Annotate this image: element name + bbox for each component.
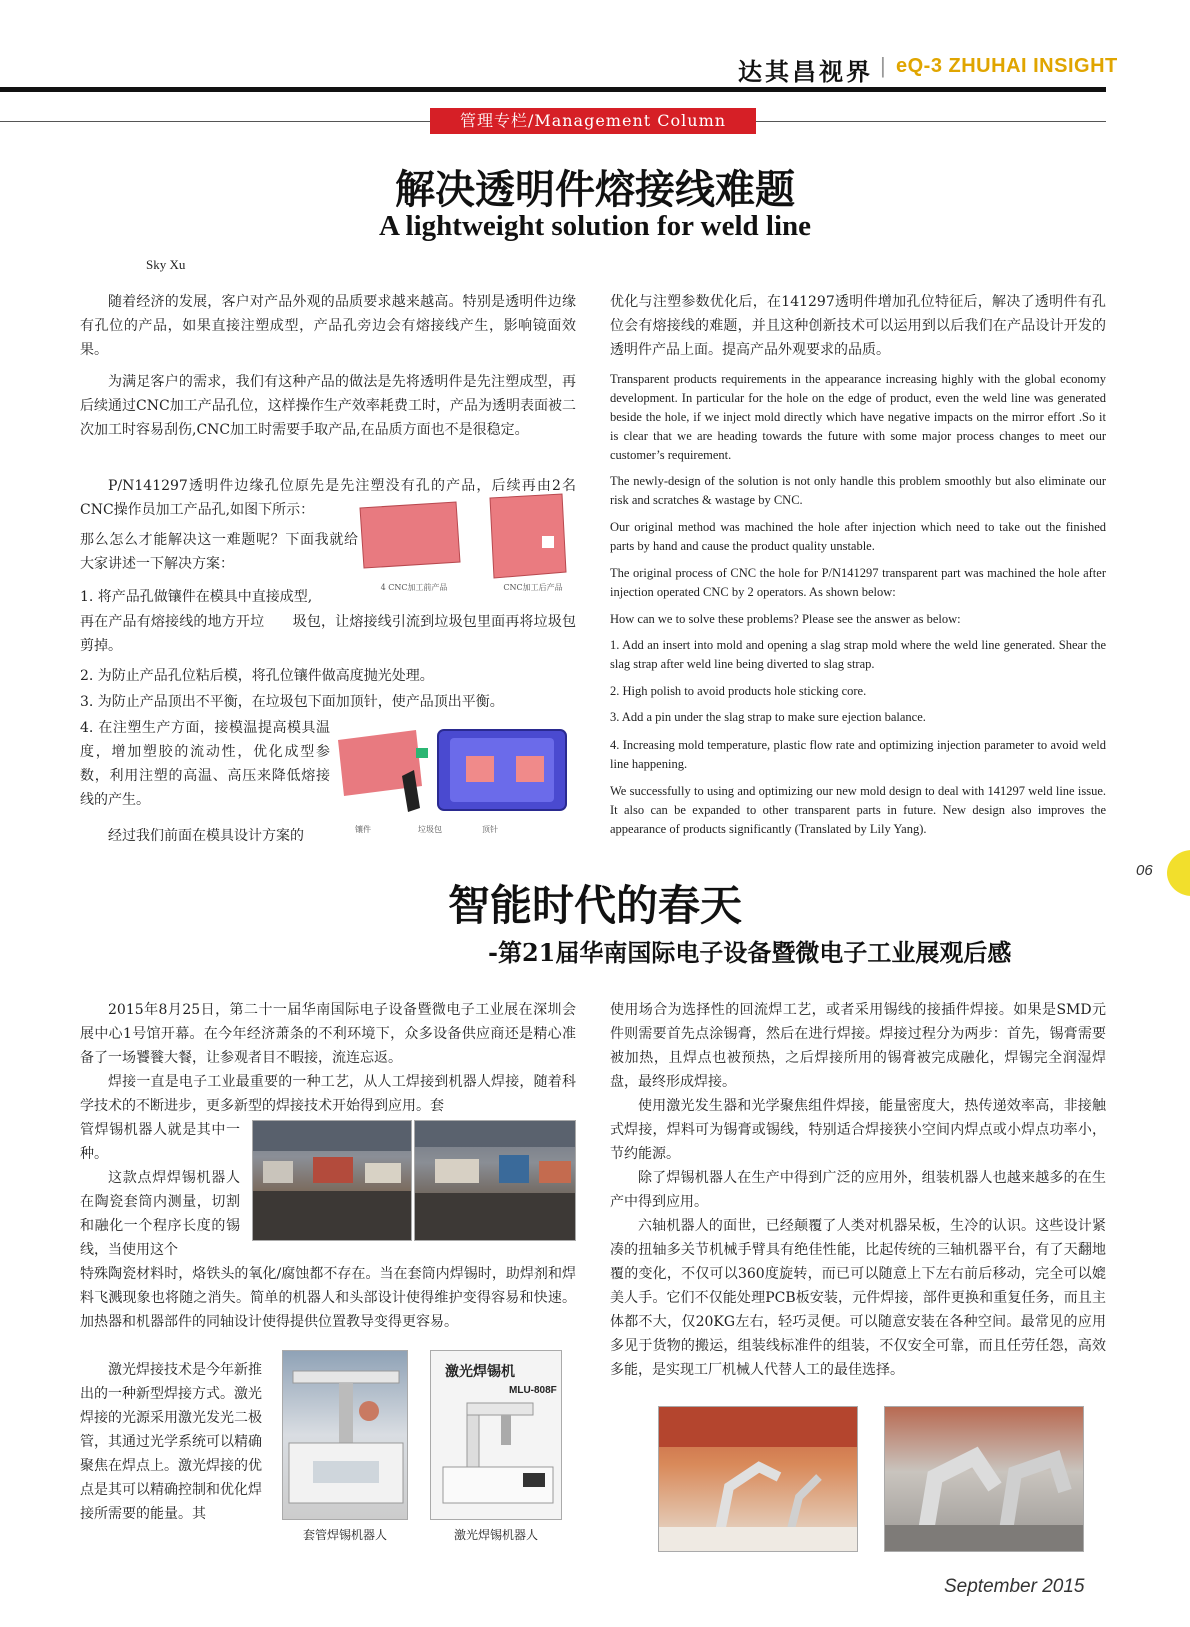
- header-rule: [0, 87, 1106, 92]
- six-axis-robot-photo-2: [884, 1406, 1084, 1552]
- exhibition-hall-photo-1: [252, 1120, 412, 1241]
- laser-soldering-robot-photo: [430, 1350, 562, 1520]
- article2-right-para-4: 六轴机器人的面世，已经颠覆了人类对机器呆板，生冷的认识。这些设计紧凑的扭轴多关节机械手臂具有绝佳性能，比起传统的三轴机器平台，有了天翻地覆的变化，不仅可以360度旋转，而已可以随意上下左右前后移动，完全可以媲美人手。它们不仅能处理PCB板安装，元件焊接，部件更换和重复任务，而且主体都不大，仅20KG左右，轻巧灵便。可以随意安装在各种空间。最常见的应用多见于货物的搬运，组装线标准件的组装，不仅安全可靠，而且任劳任怨，高效多能，是实现工厂机械人代替人工的最佳选择。: [610, 1218, 1106, 1378]
- article1-en-para-1: Transparent products requirements in the appearance increasing highly with the global economy development. In particular for the hole on the edge of product, even the weld line was generated beside the hole, if we inject mold directly which have negative impacts on the mirror effort .So it is clear that we are heading towards the future with some major process changes to meet our customer’s requirement.: [610, 372, 1106, 462]
- article2-left-para-2: 焊接一直是电子工业最重要的一种工艺，从人工焊接到机器人焊接，随着科学技术的不断进步，更多新型的焊接技术开始得到应用。套: [80, 1074, 576, 1114]
- column-tag: 管理专栏/Management Column: [430, 108, 756, 134]
- laser-robot-brand: 激光焊锡机: [445, 1364, 515, 1380]
- article2-left-para-4: 这款点焊焊锡机器人在陶瓷套筒内测量，切割和融化一个程序长度的锡线，当使用这个: [80, 1170, 240, 1258]
- part-after-cnc-image: [488, 492, 568, 582]
- header-separator: |: [880, 53, 886, 78]
- article2-subtitle: -第21届华南国际电子设备暨微电子工业展观后感: [488, 938, 1012, 967]
- mold-label-insert: 镶件: [355, 825, 371, 834]
- article2-left-para-6: 激光焊接技术是今年新推出的一种新型焊接方式。激光焊接的光源采用激光发光二极管，其通过光学系统可以精确聚焦在焊点上。激光焊接的优点是其可以精确控制和优化焊接所需要的能量。其: [80, 1362, 262, 1522]
- exhibition-hall-photo-2: [414, 1120, 576, 1241]
- article1-en-step-4: 4. Increasing mold temperature, plastic flow rate and optimizing injection parameter to avoid weld line happening.: [610, 738, 1106, 771]
- part-before-cnc-image: [356, 500, 466, 578]
- article2-right-para-2: 使用激光发生器和光学聚焦组件焊接，能量密度大，热传递效率高，非接触式焊接，焊料可为锡膏或锡线，特别适合焊接狭小空间内焊点或小焊点功率小，节约能源。: [610, 1098, 1106, 1162]
- article1-en-step-2: 2. High polish to avoid products hole sticking core.: [610, 684, 867, 698]
- magazine-title-cn: 达其昌视界: [738, 57, 873, 86]
- mold-label-slag: 垃圾包: [418, 825, 442, 834]
- article2-left-para-3: 管焊锡机器人就是其中一种。: [80, 1122, 240, 1162]
- article1-en-para-4: The original process of CNC the hole for P/N141297 transparent part was machined the hole after injection operated CNC by 2 operators. As shown below:: [610, 566, 1106, 599]
- article1-en-para-3: Our original method was machined the hole after injection which need to take out the finished parts by hand and cause the product quality unstable.: [610, 520, 1106, 553]
- article1-cn-step-4: 4. 在注塑生产方面，接模温提高模具温度，增加塑胶的流动性，优化成型参数，利用注塑的高温、高压来降低熔接线的产生。: [80, 720, 330, 808]
- article2-title: 智能时代的春天: [447, 881, 742, 930]
- article1-en-para-5: How can we to solve these problems? Please see the answer as below:: [610, 612, 961, 626]
- mold-label-pin: 顶针: [482, 825, 498, 834]
- page-number: 06: [1136, 862, 1153, 879]
- mold-design-image: [330, 726, 576, 830]
- article1-title-en: A lightweight solution for weld line: [378, 210, 812, 242]
- article1-en-para-2: The newly-design of the solution is not only handle this problem smoothly but also eliminate our risk and scratches & wastage by CNC.: [610, 474, 1106, 507]
- sleeve-soldering-robot-photo: [282, 1350, 408, 1520]
- article1-author: Sky Xu: [146, 257, 186, 272]
- article1-en-step-3: 3. Add a pin under the slag strap to make sure ejection balance.: [610, 710, 926, 724]
- article1-en-para-6: We successfully to using and optimizing our new mold design to deal with 141297 weld line issue. It also can be expanded to other transparent parts in future. New design also improves the appearance of products significantly (Translated by Lily Yang).: [610, 784, 1106, 836]
- article1-cn-para-2: 为满足客户的需求，我们有这种产品的做法是先将透明件是先注塑成型，再后续通过CNC加工产品孔位，这样操作生产效率耗费工时，产品为透明表面被二次加工时容易刮伤,CNC加工时需要手取产品,在品质方面也不是很稳定。: [80, 374, 576, 438]
- article1-cn-para-6: 优化与注塑参数优化后，在141297透明件增加孔位特征后，解决了透明件有孔位会有熔接线的难题，并且这种创新技术可以运用到以后我们在产品设计开发的透明件产品上面。提高产品外观要求的品质。: [610, 294, 1106, 358]
- article1-cn-para-4: 那么怎么才能解决这一难题呢？下面我就给大家讲述一下解决方案：: [80, 532, 358, 572]
- article2-right-para-1: 使用场合为选择性的回流焊工艺，或者采用锡线的接插件焊接。如果是SMD元件则需要首先点涂锡膏，然后在进行焊接。焊接过程分为两步：首先，锡膏需要被加热，且焊点也被预热，之后焊接所用的锡膏被完成融化，焊锡完全润湿焊盘，最终形成焊接。: [610, 1002, 1106, 1090]
- article1-cn-step-3: 3. 为防止产品顶出不平衡，在垃圾包下面加顶针，使产品顶出平衡。: [80, 694, 504, 710]
- article1-title-cn: 解决透明件熔接线难题: [395, 166, 795, 213]
- magazine-title-en: eQ-3 ZHUHAI INSIGHT: [896, 55, 1118, 77]
- sleeve-robot-caption: 套管焊锡机器人: [302, 1528, 387, 1542]
- article1-en-step-1: 1. Add an insert into mold and opening a slag strap mold where the weld line generated. Shear the slag strap after weld line being diverted to slag strap.: [610, 638, 1106, 671]
- article2-left-para-1: 2015年8月25日，第二十一届华南国际电子设备暨微电子工业展在深圳会展中心1号馆开幕。在今年经济萧条的不利环境下，众多设备供应商还是精心准备了一场饕餮大餐，让参观者目不暇接，流连忘返。: [80, 1002, 576, 1066]
- laser-robot-model: MLU-808F: [509, 1385, 557, 1396]
- article1-cn-para-5: 经过我们前面在模具设计方案的: [108, 828, 304, 844]
- laser-robot-caption: 激光焊锡机器人: [453, 1528, 538, 1542]
- article1-cn-step-2: 2. 为防止产品孔位粘后模，将孔位镶件做高度抛光处理。: [80, 668, 434, 684]
- article2-left-para-5: 特殊陶瓷材料时，烙铁头的氧化/腐蚀都不存在。当在套筒内焊锡时，助焊剂和焊料飞溅现象也将随之消失。简单的机器人和头部设计使得维护变得容易和快速。加热器和机器部件的同轴设计使得提供位置教导变得更容易。: [80, 1266, 576, 1330]
- article1-cn-step-1: 1. 将产品孔做镶件在模具中直接成型,: [80, 589, 313, 605]
- six-axis-robot-photo-1: [658, 1406, 858, 1552]
- article1-cn-step-1-cont: 再在产品有熔接线的地方开垃 圾包，让熔接线引流到垃圾包里面再将垃圾包剪掉。: [80, 614, 576, 654]
- article1-cn-para-3: P/N141297透明件边缘孔位原先是先注塑没有孔的产品，后续再由2名CNC操作员加工产品孔,如图下所示：: [80, 478, 576, 518]
- part-after-cnc-caption: CNC加工后产品: [503, 583, 563, 592]
- part-before-cnc-caption: 4 CNC加工前产品: [380, 583, 448, 592]
- issue-date: September 2015: [944, 1576, 1085, 1597]
- article1-cn-para-1: 随着经济的发展，客户对产品外观的品质要求越来越高。特别是透明件边缘有孔位的产品，如果直接注塑成型，产品孔旁边会有熔接线产生，影响镜面效果。: [80, 294, 576, 358]
- article2-right-para-3: 除了焊锡机器人在生产中得到广泛的应用外，组装机器人也越来越多的在生产中得到应用。: [610, 1170, 1106, 1210]
